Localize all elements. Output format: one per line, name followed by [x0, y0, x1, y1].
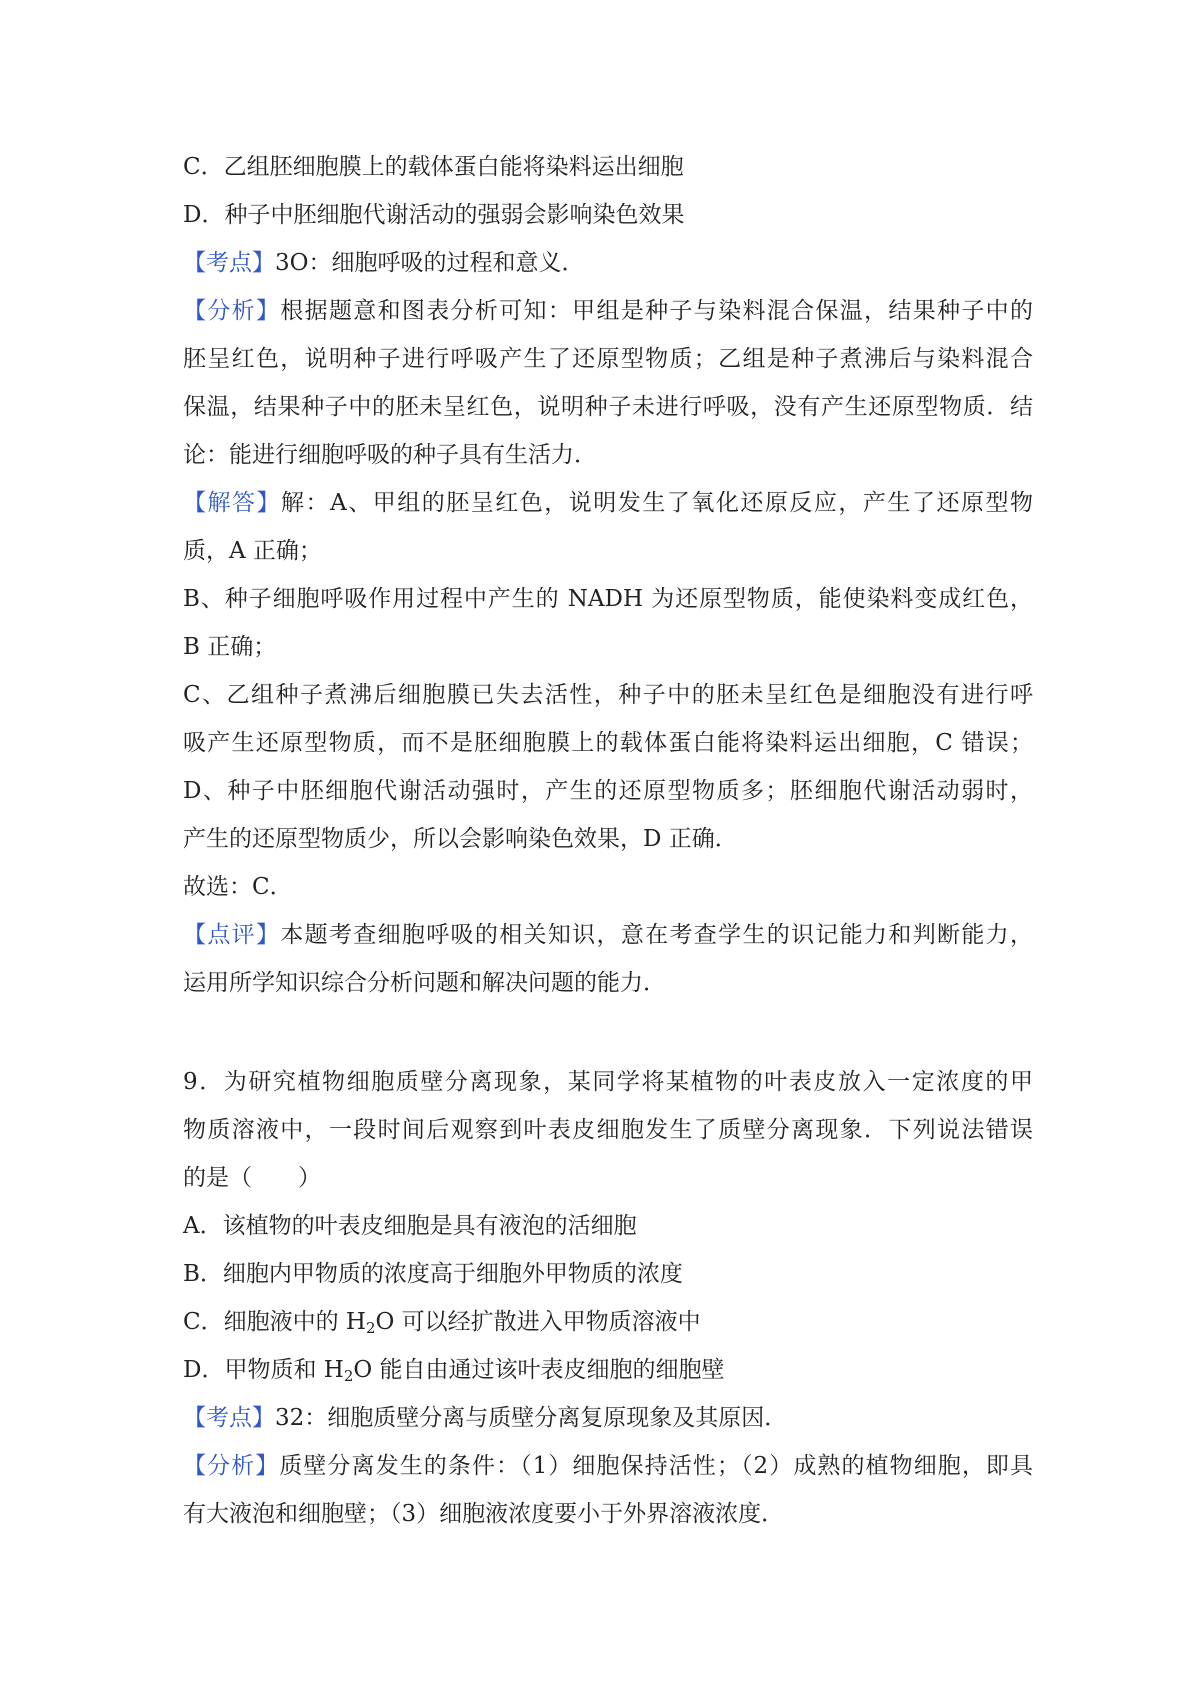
- fenxi-tag: 【分析】: [183, 1453, 280, 1479]
- q8-kaodian: [183, 239, 1033, 287]
- q9-fenxi-line: [183, 1442, 1033, 1490]
- question-gap: [183, 1007, 1033, 1058]
- q9-stem-line: 的是（ ）: [183, 1165, 321, 1191]
- subscript-2: 2: [343, 1367, 354, 1385]
- fenxi-text: 质壁分离发生的条件：（1）细胞保持活性；（2）成熟的植物细胞，即具: [279, 1453, 1033, 1479]
- q8-dianping-line: [183, 911, 1033, 959]
- kaodian-text: 3O：细胞呼吸的过程和意义．: [275, 250, 585, 276]
- kaodian-text: 32：细胞质壁分离与质壁分离复原现象及其原因．: [275, 1405, 788, 1431]
- option-c-text: C．细胞液中的 H: [183, 1309, 366, 1335]
- q8-jieda-line: B 正确；: [183, 634, 277, 660]
- option-d-text: D．甲物质和 H: [183, 1357, 344, 1383]
- q9-kaodian: [183, 1394, 1033, 1442]
- q8-jieda-line: 吸产生还原型物质，而不是胚细胞膜上的载体蛋白能将染料运出细胞，C 错误；: [183, 730, 1033, 756]
- kaodian-tag: 【考点】: [183, 1405, 275, 1431]
- q9-fenxi-line: 有大液泡和细胞壁；（3）细胞液浓度要小于外界溶液浓度．: [183, 1501, 785, 1527]
- option-d-text: O 能自由通过该叶表皮细胞的细胞壁: [353, 1357, 725, 1383]
- q9-option-a: A．该植物的叶表皮细胞是具有液泡的活细胞: [183, 1213, 637, 1239]
- kaodian-tag: 【考点】: [183, 250, 275, 276]
- option-c-text: O 可以经扩散进入甲物质溶液中: [375, 1309, 701, 1335]
- q8-answer-line: 故选：C．: [183, 874, 293, 900]
- q8-jieda-line: D、种子中胚细胞代谢活动强时，产生的还原型物质多；胚细胞代谢活动弱时，: [183, 778, 1033, 804]
- q8-fenxi-line: 论：能进行细胞呼吸的种子具有生活力．: [183, 442, 597, 468]
- q9-option-d: [183, 1346, 1033, 1394]
- q8-fenxi-line: 胚呈红色，说明种子进行呼吸产生了还原型物质；乙组是种子煮沸后与染料混合: [183, 346, 1033, 372]
- q8-jieda-line: 质，A 正确；: [183, 538, 322, 564]
- q8-fenxi-line: [183, 287, 1033, 335]
- q8-jieda-line: [183, 479, 1033, 527]
- dianping-text: 本题考查细胞呼吸的相关知识，意在考查学生的识记能力和判断能力，: [280, 922, 1034, 948]
- q9-stem-line: 物质溶液中，一段时间后观察到叶表皮细胞发生了质壁分离现象．下列说法错误: [183, 1117, 1033, 1143]
- fenxi-text: 根据题意和图表分析可知：甲组是种子与染料混合保温，结果种子中的: [280, 298, 1034, 324]
- q8-jieda-line: 产生的还原型物质少，所以会影响染色效果，D 正确．: [183, 826, 738, 852]
- q8-jieda-line: C、乙组种子煮沸后细胞膜已失去活性，种子中的胚未呈红色是细胞没有进行呼: [183, 682, 1033, 708]
- q8-fenxi-line: 保温，结果种子中的胚未呈红色，说明种子未进行呼吸，没有产生还原型物质．结: [183, 394, 1033, 420]
- document-page: [183, 143, 1033, 1538]
- subscript-2: 2: [365, 1319, 376, 1337]
- q9-option-c: [183, 1298, 1033, 1346]
- q8-dianping-line: 运用所学知识综合分析问题和解决问题的能力．: [183, 970, 666, 996]
- q9-option-b: B．细胞内甲物质的浓度高于细胞外甲物质的浓度: [183, 1261, 683, 1287]
- q8-jieda-line: B、种子细胞呼吸作用过程中产生的 NADH 为还原型物质，能使染料变成红色，: [183, 586, 1033, 612]
- q9-stem-line: 9．为研究植物细胞质壁分离现象，某同学将某植物的叶表皮放入一定浓度的甲: [183, 1069, 1033, 1095]
- jieda-tag: 【解答】: [183, 490, 282, 516]
- fenxi-tag: 【分析】: [183, 298, 281, 324]
- q8-option-c: C．乙组胚细胞膜上的载体蛋白能将染料运出细胞: [183, 154, 684, 180]
- jieda-text: 解：A、甲组的胚呈红色，说明发生了氧化还原反应，产生了还原型物: [281, 490, 1033, 516]
- dianping-tag: 【点评】: [183, 922, 281, 948]
- q8-option-d: D．种子中胚细胞代谢活动的强弱会影响染色效果: [183, 202, 685, 228]
